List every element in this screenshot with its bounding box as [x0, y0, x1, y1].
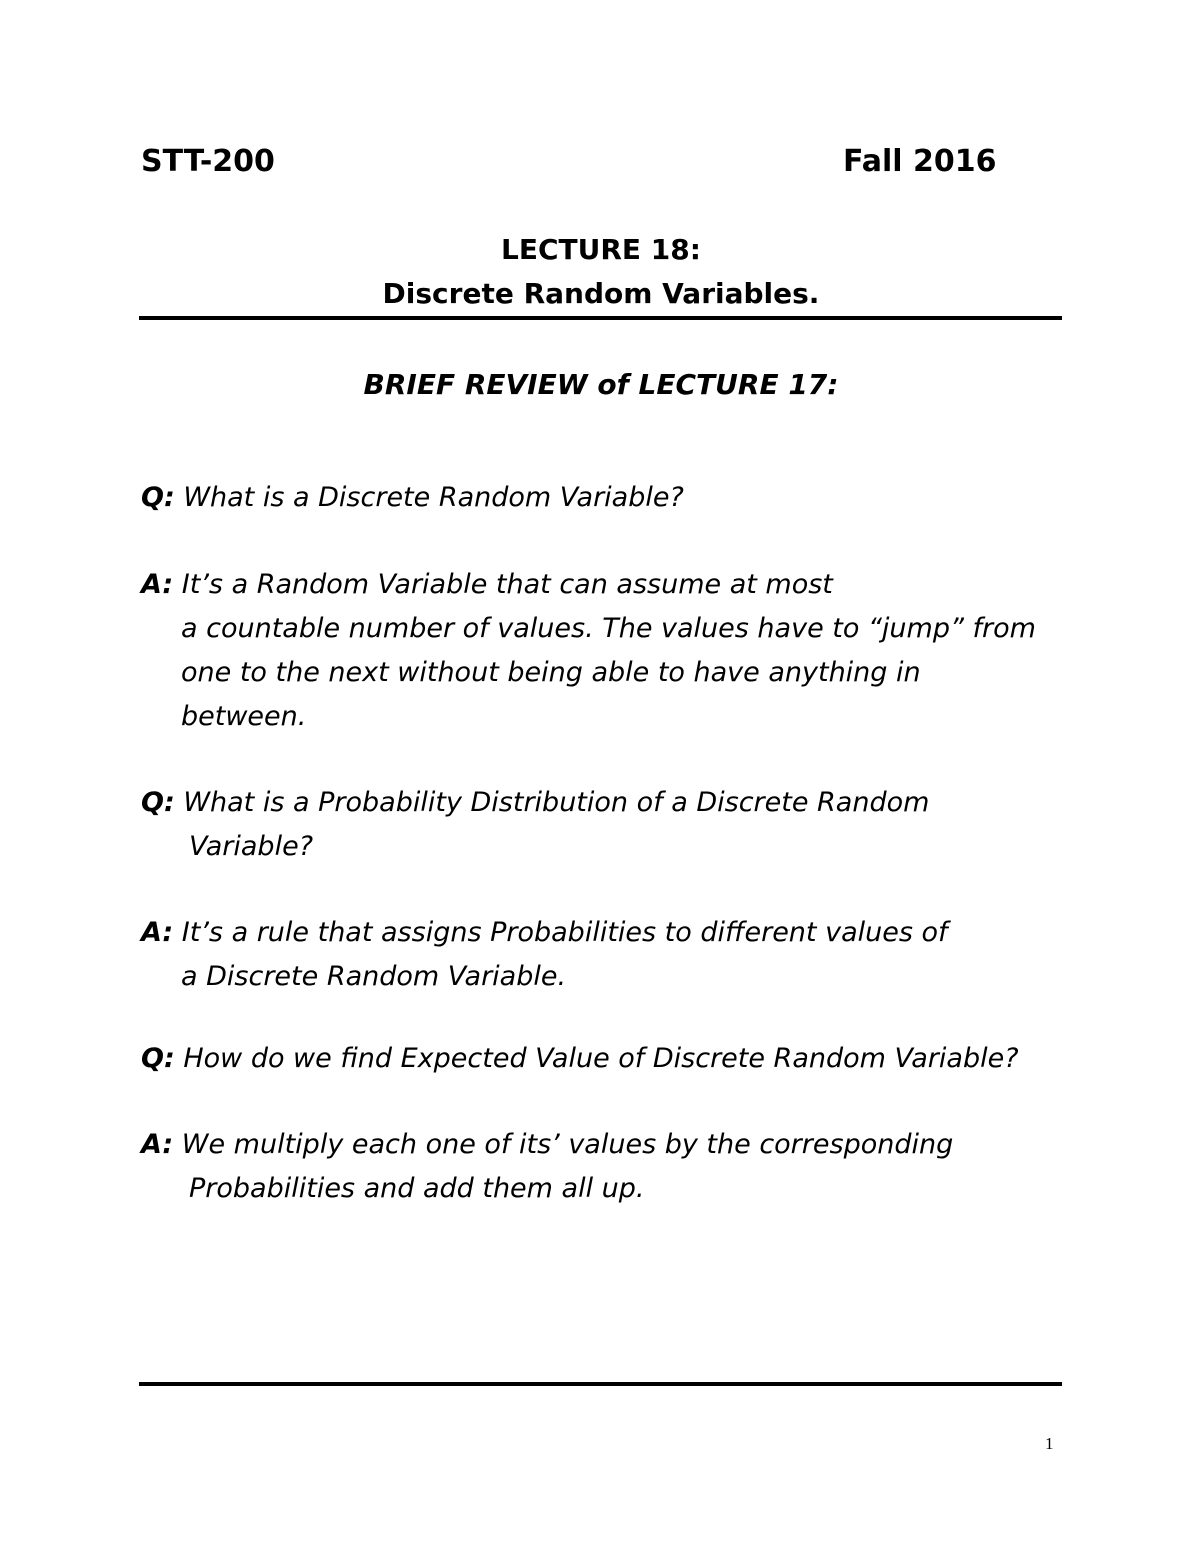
top-divider: [139, 316, 1062, 320]
qa-line: [141, 1037, 1071, 1081]
qa-label: A:: [141, 917, 174, 948]
qa-continuation: one to the next without being able to have anything in: [181, 657, 921, 688]
qa-text: How do we find Expected Value of Discrete Random Variable?: [174, 1043, 1019, 1074]
answer-3: [141, 1123, 1071, 1211]
page-number: 1: [1045, 1434, 1054, 1453]
answer-2: [141, 911, 1071, 999]
qa-line: [141, 476, 1071, 520]
bottom-divider: [139, 1382, 1062, 1386]
qa-continuation: Probabilities and add them all up.: [189, 1173, 645, 1204]
lecture-title: [141, 228, 1061, 316]
qa-line: [141, 911, 1071, 955]
qa-line: [141, 563, 1071, 607]
term-label: Fall 2016: [843, 144, 997, 179]
lecture-number: LECTURE 18:: [501, 233, 701, 266]
qa-continuation: a countable number of values. The values have to “jump” from: [181, 613, 1036, 644]
qa-label: Q:: [141, 482, 175, 513]
qa-label: Q:: [141, 1043, 175, 1074]
qa-label: A:: [141, 1129, 174, 1160]
qa-continuation: between.: [181, 701, 307, 732]
lecture-topic: Discrete Random Variables.: [382, 277, 820, 310]
qa-line: [141, 1123, 1071, 1167]
qa-continuation: Variable?: [189, 831, 314, 862]
qa-text: We multiply each one of its’ values by the corresponding: [173, 1129, 954, 1160]
qa-continuation: a Discrete Random Variable.: [181, 961, 567, 992]
qa-text: What is a Probability Distribution of a Discrete Random: [174, 787, 930, 818]
qa-line: [141, 781, 1071, 825]
question-2: [141, 781, 1071, 869]
answer-1: [141, 563, 1071, 739]
question-1: [141, 476, 1071, 520]
question-3: [141, 1037, 1071, 1081]
review-heading: BRIEF REVIEW of LECTURE 17:: [363, 368, 839, 401]
qa-text: It’s a Random Variable that can assume at most: [173, 569, 833, 600]
course-code: STT-200: [141, 144, 275, 179]
qa-text: It’s a rule that assigns Probabilities to different values of: [173, 917, 948, 948]
qa-label: A:: [141, 569, 174, 600]
qa-label: Q:: [141, 787, 175, 818]
qa-text: What is a Discrete Random Variable?: [174, 482, 684, 513]
